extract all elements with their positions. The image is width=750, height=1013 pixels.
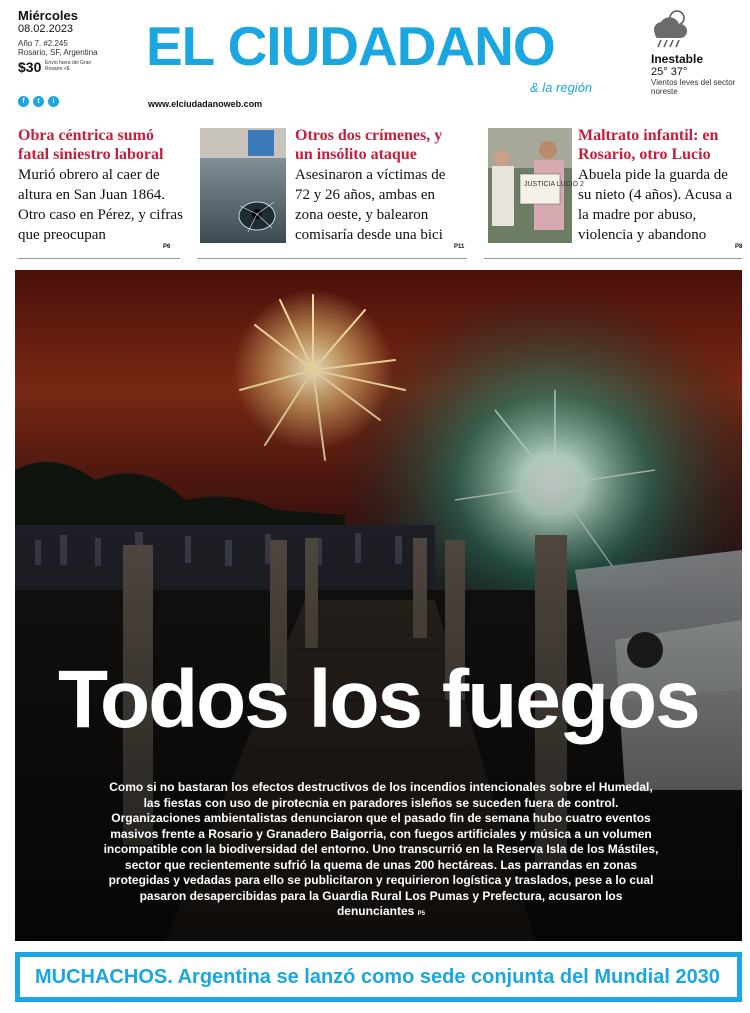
edition-date: 08.02.2023	[18, 23, 74, 35]
social-links	[18, 96, 59, 107]
edition-issue	[18, 39, 138, 57]
divider	[197, 258, 467, 259]
weather-condition: Inestable	[651, 52, 704, 66]
website-link[interactable]: www.elciudadanoweb.com	[148, 99, 263, 109]
story-photo[interactable]	[488, 128, 584, 243]
story-photo[interactable]	[200, 128, 286, 243]
main-headline[interactable]: Todos los fuegos	[58, 654, 699, 745]
instagram-icon[interactable]: i	[48, 96, 59, 107]
story-card[interactable]	[295, 126, 450, 245]
bottom-banner-text[interactable]: MUCHACHOS. Argentina se lanzó como sede conjunta del Mundial 2030	[35, 966, 720, 988]
logo-tagline: & la región	[530, 80, 593, 95]
story-card[interactable]	[578, 126, 743, 245]
weather-note: Vientos leves del sector noreste	[651, 78, 736, 96]
story-summary: Murió obrero al caer de altura en San Juan 1864. Otro caso en Pérez, y cifras que preocupan	[18, 167, 183, 243]
issue-location: Rosario, SF, Argentina	[18, 48, 98, 57]
divider	[484, 258, 742, 259]
story-headline[interactable]: Maltrato infantil: en Rosario, otro Lucio	[578, 127, 719, 163]
page-reference: P8	[735, 244, 743, 250]
story-summary: Abuela pide la guarda de su nieto (4 años). Acusa a la madre por abuso, violencia y abandono	[578, 167, 733, 243]
story-headline[interactable]: Otros dos crímenes, y un insólito ataque	[295, 127, 443, 163]
story-card[interactable]	[18, 126, 188, 245]
lede-text: Como si no bastaran los efectos destructivos de los incendios intencionales sobre el Humedal, las fiestas con uso de pirotecnia en paradores isleños se suceden fuera de control. Organizaciones ambientalistas denunciaron que el pasado fin de semana hubo cuatro eventos masivos frente a Rosario y Granadero Baigorria, con fuegos artificiales y música a un volumen incompatible con la biodiversidad del entorno. Uno transcurrió en la Reserva Isla de los Mástiles, sector que recientemente sufrió la quema de unas 200 hectáreas. Las parrandas en zonas protegidas y vedadas para ello se publicitaron y requirieron logística y traslados, pese a lo cual pasaron desapercibidas para la Guardia Rural Los Pumas y Prefectura, acusaron los denunciantes	[103, 780, 659, 918]
main-lede	[103, 780, 659, 923]
story-summary: Asesinaron a víctimas de 72 y 26 años, ambas en zona oeste, y balearon comisaría desde una bici	[295, 167, 446, 243]
issue-number: Año 7. #2.245	[18, 39, 68, 48]
page-reference: P11	[454, 244, 465, 250]
page-reference: P5	[417, 911, 426, 917]
price-note: Envío fuera del Gran Rosario +$	[45, 60, 92, 72]
storm-cloud-icon	[647, 6, 691, 50]
edition-day: Miércoles	[18, 8, 78, 23]
facebook-icon[interactable]: f	[18, 96, 29, 107]
newspaper-logo[interactable]: EL CIUDADANO	[146, 15, 555, 77]
divider	[18, 258, 180, 259]
price: $30	[18, 59, 42, 75]
story-headline[interactable]: Obra céntrica sumó fatal siniestro laboral	[18, 127, 164, 163]
sign-text: JUSTICIA LUCIO 2	[524, 181, 584, 188]
weather-temps: 25° 37°	[651, 66, 688, 78]
page-reference: P6	[163, 244, 171, 250]
twitter-icon[interactable]: t	[33, 96, 44, 107]
